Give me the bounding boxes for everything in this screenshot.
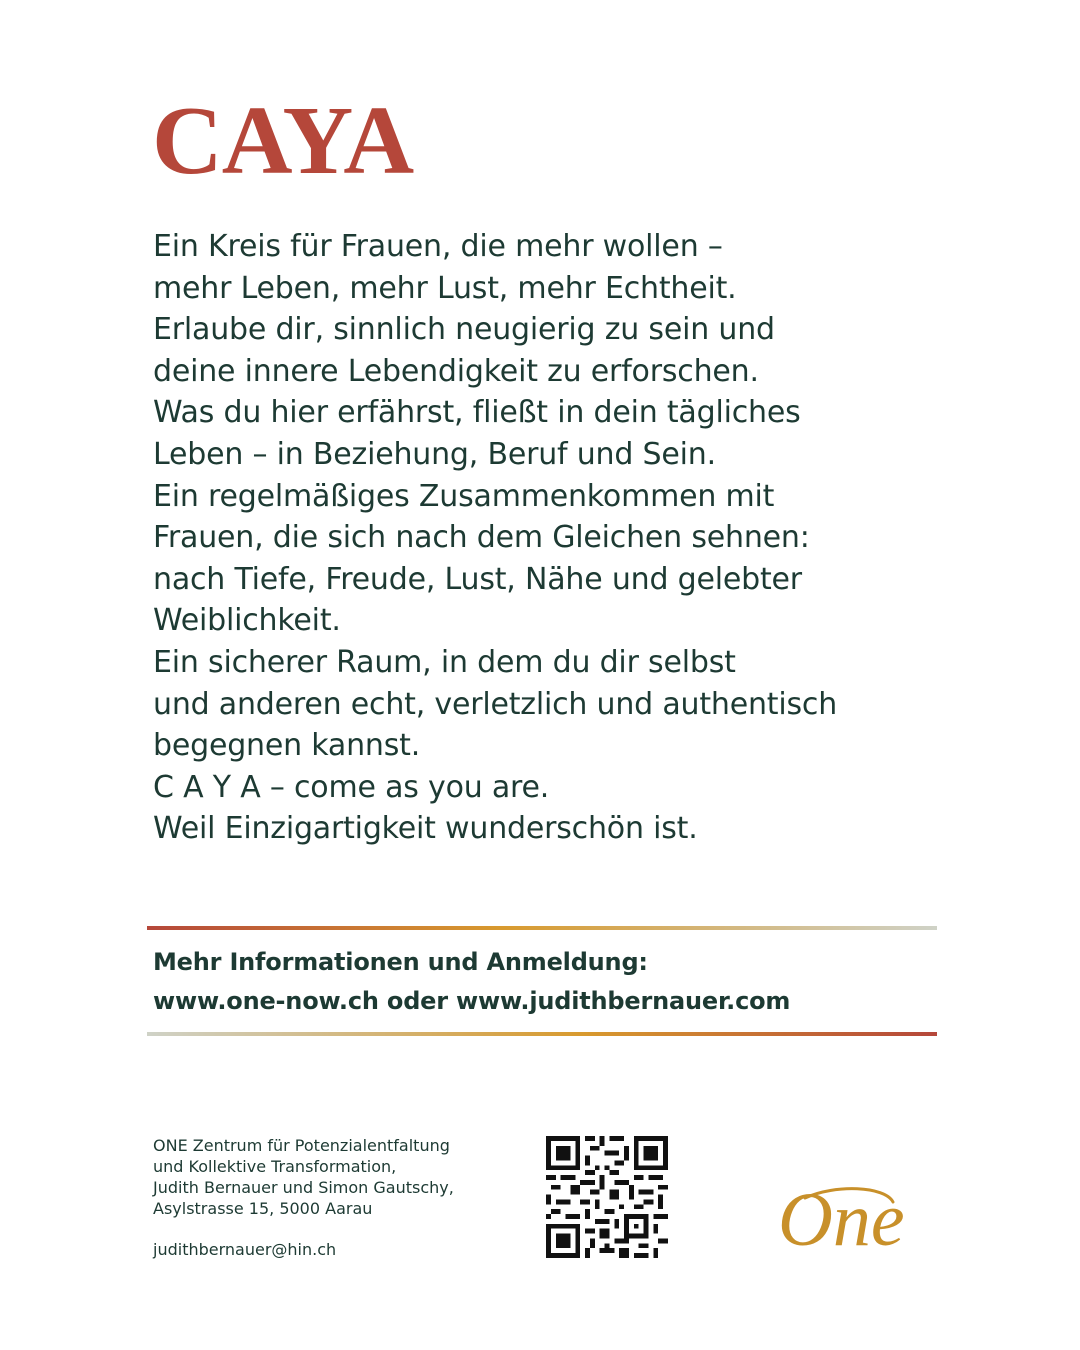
divider-bottom: [147, 1032, 937, 1036]
divider-top: [147, 926, 937, 930]
body-line: deine innere Lebendigkeit zu erforschen.: [153, 353, 759, 389]
body-line: Weiblichkeit.: [153, 603, 341, 639]
address-line: Asylstrasse 15, 5000 Aarau: [153, 1199, 373, 1218]
body-line: Ein Kreis für Frauen, die mehr wollen –: [153, 229, 723, 264]
body-line: Was du hier erfährst, fließt in dein tägliches: [153, 395, 801, 431]
body-line: nach Tiefe, Freude, Lust, Nähe und gelebter: [153, 561, 802, 597]
body-line: Weil Einzigartigkeit wunderschön ist.: [153, 811, 698, 847]
body-line: Leben – in Beziehung, Beruf und Sein.: [153, 436, 716, 472]
address-line: Judith Bernauer und Simon Gautschy,: [153, 1178, 454, 1197]
body-line: und anderen echt, verletzlich und authentisch: [153, 686, 838, 722]
address-line: ONE Zentrum für Potenzialentfaltung: [153, 1136, 450, 1155]
body-line: C A Y A – come as you are.: [153, 769, 550, 805]
body-line: Frauen, die sich nach dem Gleichen sehnen:: [153, 520, 810, 556]
body-line: begegnen kannst.: [153, 728, 421, 764]
body-line: mehr Leben, mehr Lust, mehr Echtheit.: [153, 270, 737, 306]
page-title: CAYA: [152, 87, 414, 195]
body-line: Erlaube dir, sinnlich neugierig zu sein und: [153, 312, 775, 348]
info-label: Mehr Informationen und Anmeldung:: [153, 948, 648, 976]
body-line: Ein sicherer Raum, in dem du dir selbst: [153, 644, 736, 680]
one-logo-text: One: [778, 1178, 905, 1262]
intro-text: [153, 226, 953, 850]
qr-code-icon[interactable]: [546, 1136, 668, 1258]
footer-email[interactable]: judithbernauer@hin.ch: [153, 1240, 337, 1259]
body-line: Ein regelmäßiges Zusammenkommen mit: [153, 478, 775, 514]
footer-address: [153, 1135, 454, 1219]
info-links[interactable]: www.one-now.ch oder www.judithbernauer.com: [153, 987, 791, 1015]
address-line: und Kollektive Transformation,: [153, 1157, 397, 1176]
